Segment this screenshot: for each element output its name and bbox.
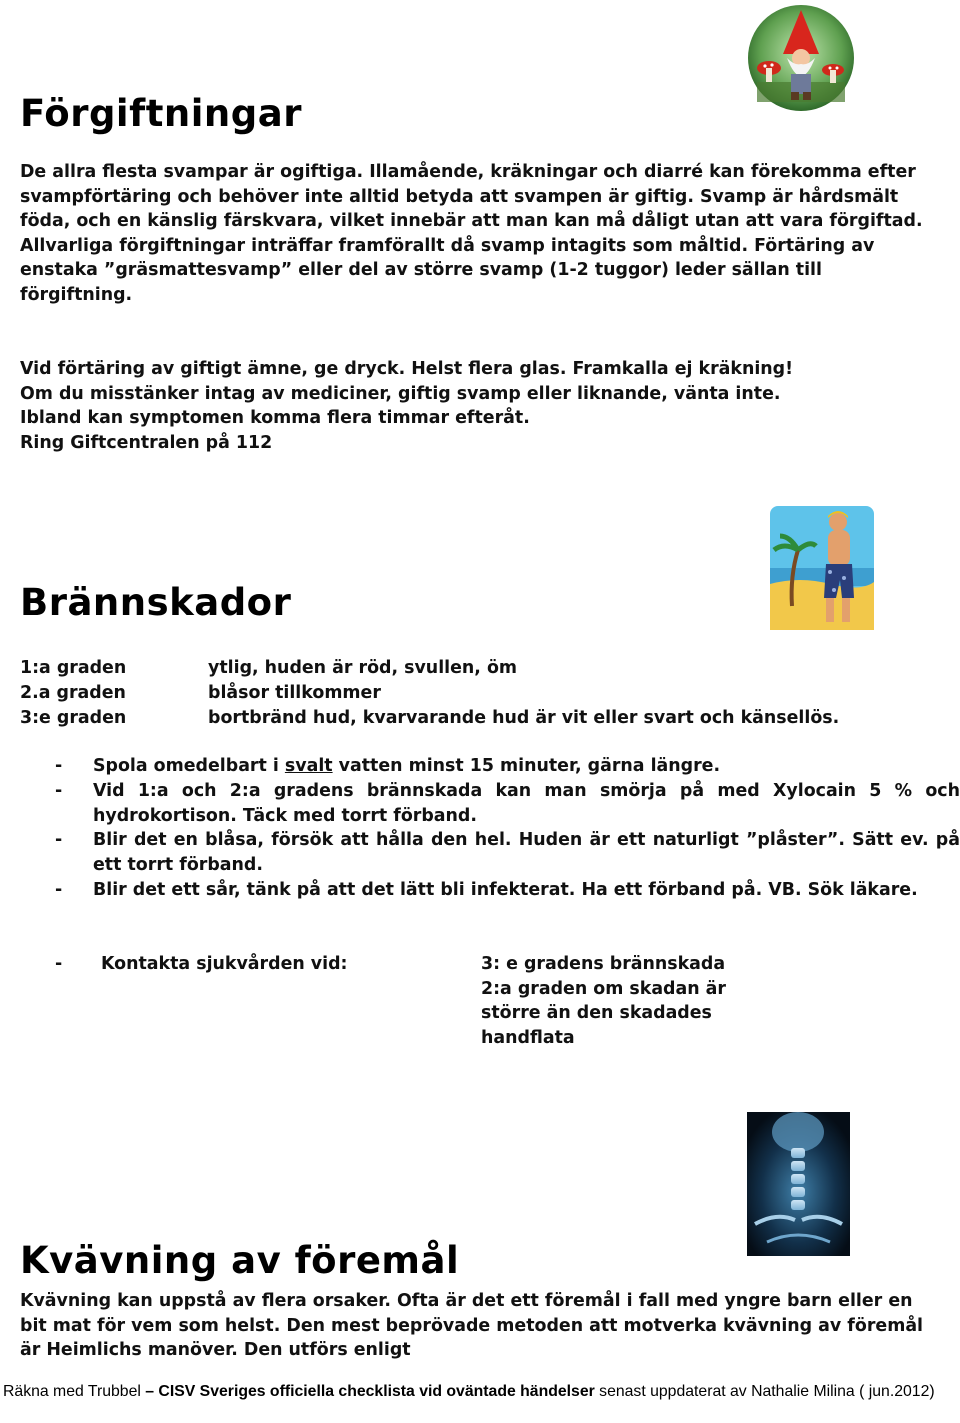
neck-xray-image <box>747 1112 850 1256</box>
poison-line-2: Om du misstänker intag av mediciner, giftig svamp eller liknande, vänta inte. <box>20 383 781 404</box>
contact-care-list <box>481 952 761 1050</box>
poison-line-1: Vid förtäring av giftigt ämne, ge dryck. Helst flera glas. Framkalla ej kräkning! <box>20 359 794 379</box>
footer-text-bold: – CISV Sveriges officiella checklista vid oväntade händelser <box>145 1383 595 1400</box>
poison-section-title: Förgiftningar <box>20 92 302 135</box>
bullet-dash: - <box>55 880 63 900</box>
bullet-text <box>93 754 960 779</box>
footer-text-part2: senast uppdaterat av Nathalie Milina ( jun.2012) <box>594 1383 935 1400</box>
contact-care-item: 2:a graden om skadan är större än den skadades handflata <box>481 978 726 1048</box>
bullet-text: Blir det en blåsa, försök att hålla den hel. Huden är ett naturligt ”plåster”. Sätt ev. på ett torrt förband. <box>93 830 960 875</box>
choking-section-title: Kvävning av föremål <box>20 1239 460 1282</box>
bullet-text-underlined: svalt <box>284 756 333 776</box>
page-footer <box>3 1381 953 1402</box>
burn-grade-desc: bortbränd hud, kvarvarande hud är vit eller svart och känsellös. <box>208 708 840 728</box>
choking-text: Kvävning kan uppstå av flera orsaker. Ofta är det ett föremål i fall med yngre barn eller en bit mat för vem som helst. Den mest beprövade metoden att motverka kvävning av föremål är Heimlichs manöver. Den utförs enligt <box>20 1291 924 1361</box>
poison-line-3: Ibland kan symptomen komma flera timmar efteråt. <box>20 408 530 429</box>
bullet-text-post: vatten minst 15 minuter, gärna längre. <box>332 756 721 776</box>
gnome-illustration <box>747 4 855 112</box>
bullet-dash: - <box>55 781 63 801</box>
bullet-dash: - <box>55 954 63 974</box>
bullet-text: Vid 1:a och 2:a gradens brännskada kan man smörja på med Xylocain 5 % och hydrokortison. Täck med torrt förband. <box>93 781 960 826</box>
poison-intro-text: De allra flesta svampar är ogiftiga. Illamående, kräkningar och diarré kan förekomma efter svampförtäring och behöver inte alltid betyda att svampen är giftig. Svamp är hårdsmält föda, och en känslig färskvara, vilket innebär att man kan må dåligt utan att vara förgiftad. Allvarliga förgiftningar inträffar framförallt då svamp intagits som måltid. Förtäring av enstaka ”gräsmattesvamp” eller del av större svamp (1-2 tuggor) leder sällan till förgiftning. <box>20 162 923 305</box>
poison-instructions <box>20 357 940 455</box>
contact-care-item: 3: e gradens brännskada <box>481 954 726 974</box>
bullet-dash: - <box>55 830 63 850</box>
bullet-dash: - <box>55 756 63 776</box>
burn-grade-label: 2.a graden <box>20 683 126 703</box>
contact-care-label-text: Kontakta sjukvården vid: <box>101 954 348 974</box>
burn-grade-label: 1:a graden <box>20 658 127 678</box>
burns-section-title: Brännskador <box>20 581 292 624</box>
burn-bullet-1 <box>55 754 960 779</box>
burn-bullet-2 <box>55 779 960 828</box>
poison-intro-paragraph <box>20 160 940 308</box>
poison-line-4: Ring Giftcentralen på 112 <box>20 432 273 453</box>
beach-man-illustration <box>770 506 874 630</box>
burn-grade-desc: ytlig, huden är röd, svullen, öm <box>208 658 518 678</box>
burn-grade-label: 3:e graden <box>20 708 127 728</box>
burn-bullet-3 <box>55 828 960 877</box>
burn-grade-desc: blåsor tillkommer <box>208 683 381 703</box>
burn-bullet-4 <box>55 878 960 903</box>
choking-paragraph <box>20 1289 940 1363</box>
bullet-text: Blir det ett sår, tänk på att det lätt bli infekterat. Ha ett förband på. VB. Sök läkare. <box>93 880 918 900</box>
bullet-text-pre: Spola omedelbart i <box>93 756 285 776</box>
footer-text-part1: Räkna med Trubbel <box>3 1383 146 1400</box>
